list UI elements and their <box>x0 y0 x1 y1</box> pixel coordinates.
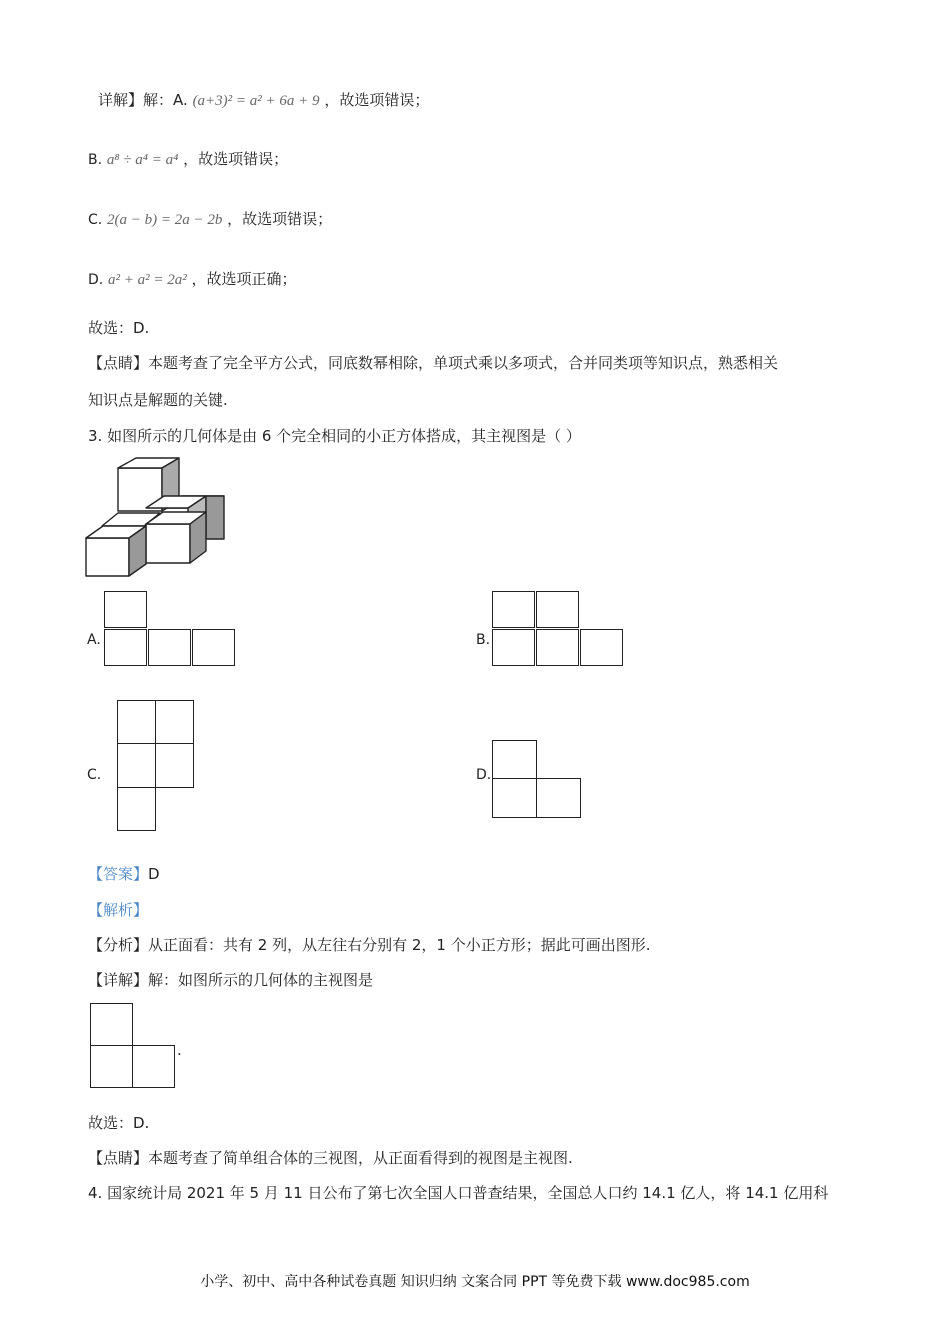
square <box>104 629 147 666</box>
detail-intro: 详解】解：A. <box>98 91 188 109</box>
square <box>155 700 194 744</box>
question-3: 3. 如图所示的几何体是由 6 个完全相同的小正方体搭成，其主视图是（ ） <box>88 427 581 445</box>
comment-line-1b: 知识点是解题的关键. <box>88 391 228 409</box>
option-d-label[interactable]: D. <box>476 767 492 783</box>
expr-a: (a+3)² = a² + 6a + 9 <box>192 93 320 109</box>
comment-tag-1: 【点睛】 <box>88 354 149 372</box>
square <box>90 1003 133 1046</box>
option-c-label[interactable]: C. <box>87 767 102 783</box>
square <box>536 778 581 818</box>
solution-line-d <box>88 269 297 290</box>
square <box>90 1045 133 1088</box>
square <box>536 591 579 628</box>
square <box>104 591 147 628</box>
option-a-label[interactable]: A. <box>87 632 101 648</box>
comment-text-1a: 本题考查了完全平方公式，同底数幂相除，单项式乘以多项式，合并同类项等知识点，熟悉相关 <box>148 354 779 372</box>
square <box>117 743 156 788</box>
cube-figure <box>84 456 229 578</box>
fenxi-text: 从正面看：共有 2 列，从左往右分别有 2，1 个小正方形；据此可画出图形. <box>148 936 651 954</box>
label-d: D. <box>88 272 104 288</box>
comment-c: ，故选项错误； <box>227 210 333 228</box>
expr-d: a² + a² = 2a² <box>108 272 187 288</box>
square <box>492 740 537 779</box>
answer-value: D <box>148 865 160 883</box>
choose-line-2: 故选：D. <box>88 1114 150 1132</box>
comment-text-2: 本题考查了简单组合体的三视图，从正面看得到的视图是主视图. <box>148 1149 573 1167</box>
question-4: 4. 国家统计局 2021 年 5 月 11 日公布了第七次全国人口普查结果，全国总人口约 14.1 亿人，将 14.1 亿用科 <box>88 1184 829 1202</box>
expr-b: a⁸ ÷ a⁴ = a⁴ <box>106 152 179 168</box>
square <box>492 629 535 666</box>
option-b-label[interactable]: B. <box>476 632 491 648</box>
solution-line-b <box>88 149 288 170</box>
answer-tag: 【答案】 <box>88 865 149 883</box>
solution-period: . <box>177 1041 182 1059</box>
square <box>492 778 537 818</box>
detail-tag: 【详解】 <box>88 971 149 989</box>
square <box>117 700 156 744</box>
expr-c: 2(a − b) = 2a − 2b <box>107 212 223 228</box>
label-b: B. <box>88 152 103 168</box>
comment-b: ，故选项错误； <box>183 150 289 168</box>
fenxi-tag: 【分析】 <box>88 936 149 954</box>
label-c: C. <box>88 212 103 228</box>
detail-line <box>88 970 373 990</box>
square <box>580 629 623 666</box>
square <box>536 629 579 666</box>
square <box>192 629 235 666</box>
cube-front-left-front <box>86 538 129 576</box>
square <box>492 591 535 628</box>
page-footer: 小学、初中、高中各种试卷真题 知识归纳 文案合同 PPT 等免费下载 www.doc985.com <box>200 1274 750 1290</box>
comment-a: ，故选项错误； <box>324 91 430 109</box>
cube-mid-side <box>206 496 224 539</box>
choose-line-1: 故选：D. <box>88 319 150 337</box>
solution-line-c <box>88 209 332 230</box>
square <box>117 787 156 831</box>
solution-line-a <box>98 90 429 111</box>
square <box>132 1045 175 1088</box>
comment-tag-2: 【点睛】 <box>88 1149 149 1167</box>
analysis-line <box>88 935 651 955</box>
analysis-tag: 【解析】 <box>88 901 149 919</box>
comment-d: ，故选项正确； <box>191 270 297 288</box>
answer-line <box>88 864 160 884</box>
square <box>155 743 194 788</box>
detail-text: 解：如图所示的几何体的主视图是 <box>148 971 374 989</box>
comment-line-1 <box>88 353 778 373</box>
comment-line-2 <box>88 1148 573 1168</box>
cube-front-right-front <box>146 524 190 563</box>
square <box>148 629 191 666</box>
